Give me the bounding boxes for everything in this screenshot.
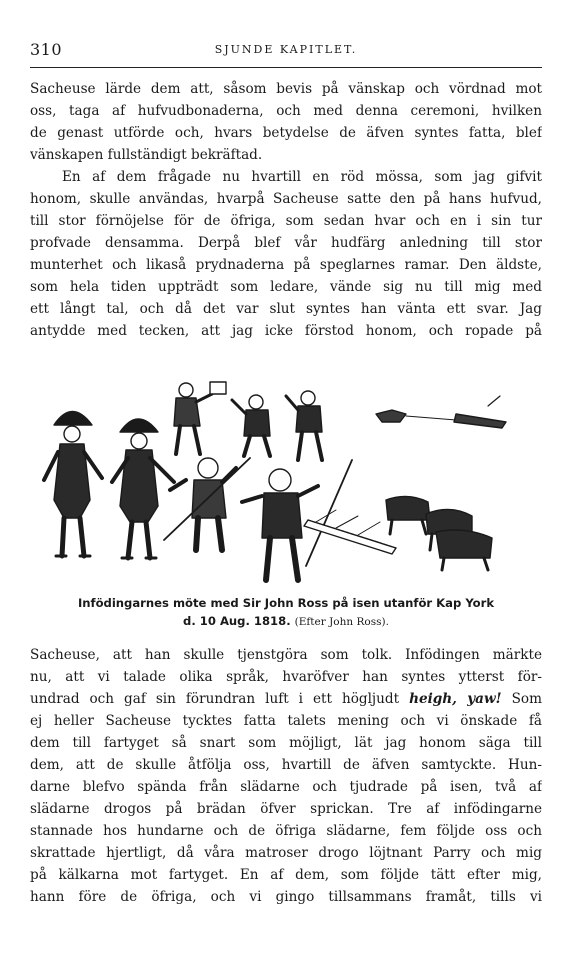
engraving-illustration	[36, 370, 536, 588]
officer-figure	[44, 412, 102, 557]
text-line: antydde med tecken, att jag icke förstod honom, och ropade på	[30, 323, 542, 339]
text-line: de genast utförde och, hvars betydelse de äfven syntes fatta, blef	[30, 125, 542, 141]
text-line: profvade densamma. Derpå blef vår hudfärg anledning till stor	[30, 235, 542, 251]
native-figure	[232, 395, 270, 456]
figure-caption	[30, 594, 542, 631]
text-line: stannade hos hundarne och de öfriga slädarne, fem följde oss och	[30, 823, 542, 839]
dog-sled-distant	[376, 396, 506, 428]
paragraph-bottom	[30, 644, 542, 908]
officer-figure	[112, 419, 174, 558]
text-line-part: Som	[501, 691, 542, 707]
native-figure	[164, 458, 250, 550]
text-line: darne blefvo spända från slädarne och tjudrade på isen, två af	[30, 779, 542, 795]
text-line: Sacheuse lärde dem att, såsom bevis på vänskap och vördnad mot	[30, 81, 542, 97]
text-line	[30, 688, 542, 710]
text-line: dem till fartyget så snart som möjligt, lät jag honom säga till	[30, 735, 542, 751]
text-line: vänskapen fullständigt bekräftad.	[30, 147, 263, 163]
text-line: nu, att vi talade olika språk, hvaröfver han syntes ytterst för-	[30, 669, 542, 685]
sledge	[304, 510, 396, 554]
running-title: SJUNDE KAPITLET.	[214, 43, 358, 56]
text-line: till stor förnöjelse för de öfriga, som sedan hvar och en i sin tur	[30, 213, 542, 229]
text-line: ej heller Sacheuse tycktes fatta talets mening och vi önskade få	[30, 713, 542, 729]
caption-line	[30, 612, 542, 631]
page-number: 310	[30, 40, 63, 59]
text-line: En af dem frågade nu hvartill en röd mössa, som jag gifvit	[62, 169, 542, 185]
text-line: ett långt tal, och då det var slut syntes han vänta ett svar. Jag	[30, 301, 542, 317]
text-line: oss, taga af hufvudbonaderna, och med denna ceremoni, hvilken	[30, 103, 542, 119]
caption-date: d. 10 Aug. 1818.	[183, 614, 291, 628]
caption-line: Infödingarnes möte med Sir John Ross på isen utanför Kap York	[77, 596, 495, 610]
text-line: som hela tiden uppträdt som ledare, vände sig nu till mig med	[30, 279, 542, 295]
text-line-part: undrad och gaf sin förundran luft i ett högljudt	[30, 691, 400, 707]
exclamation: heigh, yaw!	[409, 691, 502, 707]
paragraph-top	[30, 78, 542, 342]
native-figure	[242, 460, 352, 580]
text-line: slädarne drogos på brädan öfver sprickan. Tre af infödingarne	[30, 801, 542, 817]
text-line: Sacheuse, att han skulle tjenstgöra som tolk. Infödingen märkte	[30, 647, 542, 663]
text-line: honom, skulle användas, hvarpå Sacheuse satte den på hans hufvud,	[30, 191, 542, 207]
dog-figure	[436, 530, 492, 570]
header-rule	[30, 67, 542, 68]
page-header	[30, 40, 542, 62]
text-line: munterhet och likaså prydnaderna på speglarnes ramar. Den äldste,	[30, 257, 542, 273]
text-line: skrattade hjertligt, då våra matroser drogo löjtnant Parry och mig	[30, 845, 542, 861]
caption-source: (Efter John Ross).	[294, 616, 389, 628]
text-line: hann före de öfriga, och vi gingo tillsammans framåt, tills vi	[30, 889, 542, 905]
native-figure	[286, 391, 322, 460]
text-line: på kälkarna mot fartyget. En af dem, som följde tätt efter mig,	[30, 867, 542, 883]
text-line: dem, att de skulle åtfölja oss, hvartill de äfven samtyckte. Hun-	[30, 757, 542, 773]
native-figure	[174, 382, 226, 454]
dog-figure	[386, 496, 430, 534]
